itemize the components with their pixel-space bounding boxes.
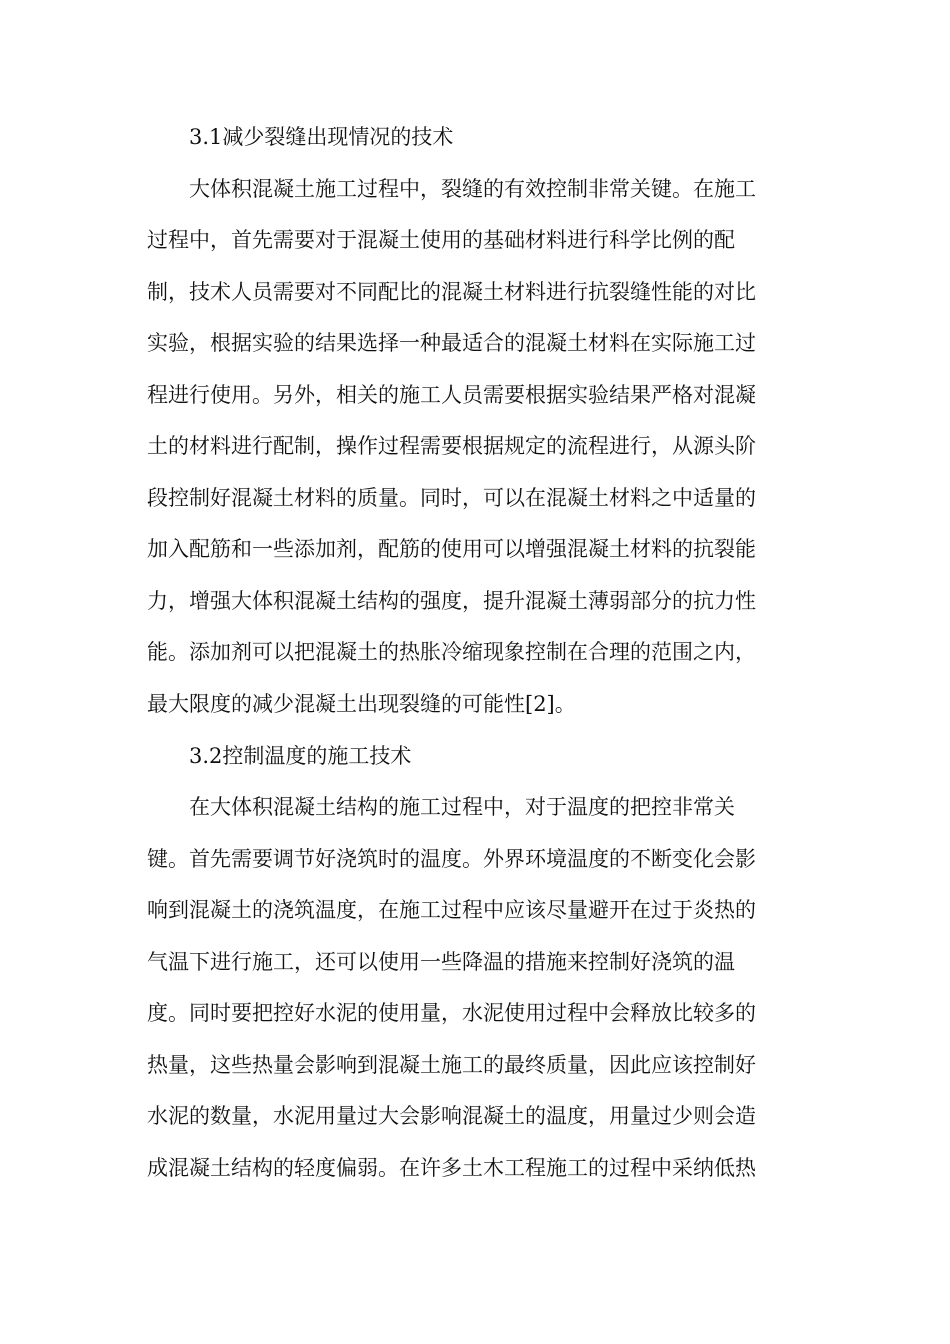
paragraph-line: 最大限度的减少混凝土出现裂缝的可能性[2]。 bbox=[147, 692, 576, 717]
paragraph-line: 土的材料进行配制，操作过程需要根据规定的流程进行，从源头阶 bbox=[147, 434, 756, 459]
paragraph-line: 实验，根据实验的结果选择一种最适合的混凝土材料在实际施工过 bbox=[147, 331, 756, 356]
paragraph-line: 键。首先需要调节好浇筑时的温度。外界环境温度的不断变化会影 bbox=[147, 846, 756, 871]
paragraph-line: 大体积混凝土施工过程中，裂缝的有效控制非常关键。在施工 bbox=[189, 176, 756, 201]
paragraph-line: 度。同时要把控好水泥的使用量，水泥使用过程中会释放比较多的 bbox=[147, 1001, 756, 1026]
paragraph-line: 响到混凝土的浇筑温度，在施工过程中应该尽量避开在过于炎热的 bbox=[147, 898, 756, 923]
section-heading-3-2: 3.2控制温度的施工技术 bbox=[189, 743, 412, 768]
paragraph-line: 能。添加剂可以把混凝土的热胀冷缩现象控制在合理的范围之内， bbox=[147, 640, 756, 665]
document-body bbox=[147, 112, 802, 1194]
paragraph-line: 在大体积混凝土结构的施工过程中，对于温度的把控非常关 bbox=[189, 795, 735, 820]
paragraph-line: 段控制好混凝土材料的质量。同时，可以在混凝土材料之中适量的 bbox=[147, 485, 756, 510]
paragraph-line: 成混凝土结构的轻度偏弱。在许多土木工程施工的过程中采纳低热 bbox=[147, 1155, 756, 1180]
paragraph-line: 热量，这些热量会影响到混凝土施工的最终质量，因此应该控制好 bbox=[147, 1052, 756, 1077]
paragraph-line: 程进行使用。另外，相关的施工人员需要根据实验结果严格对混凝 bbox=[147, 382, 756, 407]
paragraph-line: 过程中，首先需要对于混凝土使用的基础材料进行科学比例的配 bbox=[147, 228, 735, 253]
paragraph-line: 加入配筋和一些添加剂，配筋的使用可以增强混凝土材料的抗裂能 bbox=[147, 537, 756, 562]
paragraph-line: 制，技术人员需要对不同配比的混凝土材料进行抗裂缝性能的对比 bbox=[147, 279, 756, 304]
section-heading-3-1: 3.1减少裂缝出现情况的技术 bbox=[189, 125, 454, 149]
paragraph-line: 力，增强大体积混凝土结构的强度，提升混凝土薄弱部分的抗力性 bbox=[147, 588, 756, 613]
paragraph-line: 气温下进行施工，还可以使用一些降温的措施来控制好浇筑的温 bbox=[147, 949, 735, 974]
paragraph-line: 水泥的数量，水泥用量过大会影响混凝土的温度，用量过少则会造 bbox=[147, 1104, 756, 1129]
